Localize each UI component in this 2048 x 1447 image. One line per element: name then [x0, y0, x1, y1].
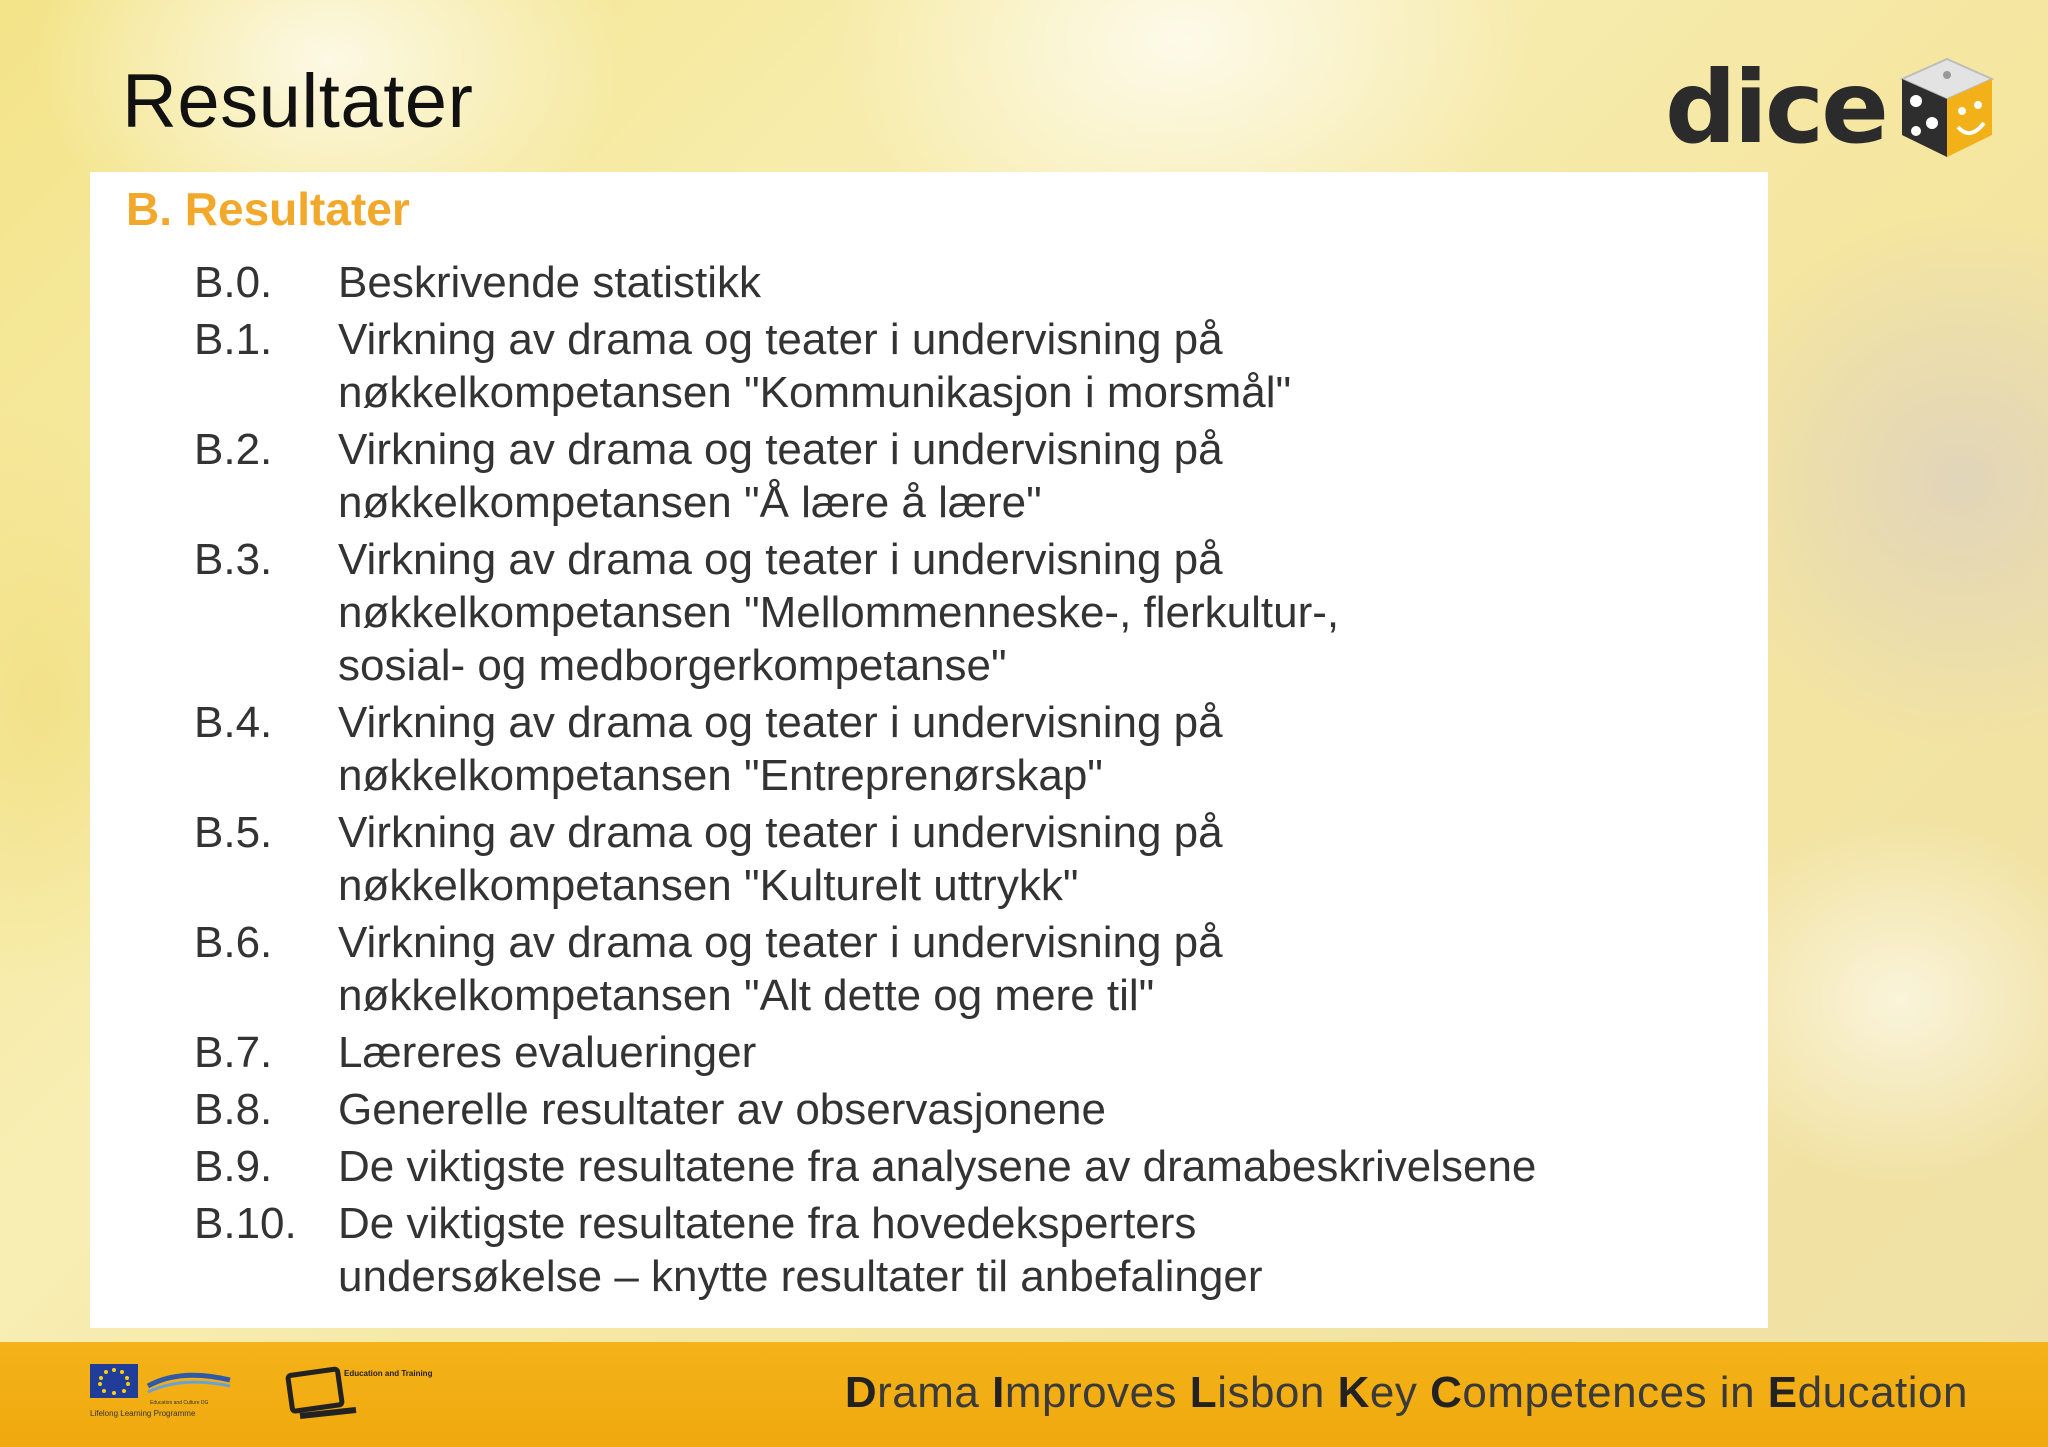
education-training-icon: [286, 1360, 433, 1426]
list-item: [194, 533, 1748, 692]
item-text: De viktigste resultatene fra hovedeksperters undersøkelse – knytte resultater til anbefalinger: [338, 1199, 1263, 1301]
tagline-initial: I: [992, 1368, 1005, 1417]
tagline-initial: E: [1767, 1368, 1798, 1417]
item-text: Virkning av drama og teater i undervisning på nøkkelkompetansen "Å lære å lære": [338, 425, 1223, 527]
list-item: [194, 1083, 1748, 1136]
item-number: B.10.: [194, 1199, 297, 1248]
footer-tagline: [845, 1368, 1968, 1418]
item-number: B.8.: [194, 1085, 273, 1134]
list-item: [194, 806, 1748, 912]
list-item: [194, 1140, 1748, 1193]
tagline-initial: D: [844, 1368, 878, 1417]
list-item: [194, 313, 1748, 419]
footer-bar: [0, 1342, 2048, 1447]
item-number: B.4.: [194, 698, 273, 747]
item-text: Virkning av drama og teater i undervisning på nøkkelkompetansen "Kulturelt uttrykk": [338, 808, 1223, 910]
item-text: Læreres evalueringer: [338, 1028, 757, 1077]
tagline-word: ompetences in: [1462, 1368, 1768, 1417]
item-text: Virkning av drama og teater i undervisning på nøkkelkompetansen "Alt dette og mere til": [338, 918, 1223, 1020]
item-number: B.7.: [194, 1028, 273, 1077]
results-list: [194, 256, 1748, 1307]
item-text: Beskrivende statistikk: [338, 258, 762, 307]
tagline-initial: C: [1430, 1368, 1463, 1417]
edu-caption: Education and Training: [344, 1369, 433, 1378]
slide-title: Resultater: [122, 59, 474, 144]
dice-logo-icon: [1892, 53, 2002, 163]
list-item: [194, 1026, 1748, 1079]
list-item: [194, 696, 1748, 802]
item-text: Virkning av drama og teater i undervisning på nøkkelkompetansen "Mellommenneske-, flerkultur-, sosial- og medborgerkompetanse": [338, 535, 1340, 690]
eu-caption: Lifelong Learning Programme: [90, 1409, 196, 1418]
item-text: De viktigste resultatene fra analysene av dramabeskrivelsene: [338, 1142, 1537, 1191]
content-panel: [90, 172, 1768, 1328]
eu-sub-caption: Education and Culture DG: [150, 1400, 209, 1406]
list-item: [194, 423, 1748, 529]
list-item: [194, 1197, 1748, 1303]
item-number: B.5.: [194, 808, 273, 857]
item-number: B.6.: [194, 918, 273, 967]
item-number: B.2.: [194, 425, 273, 474]
item-number: B.1.: [194, 315, 273, 364]
item-text: Virkning av drama og teater i undervisning på nøkkelkompetansen "Kommunikasjon i morsmål": [338, 315, 1292, 417]
item-number: B.0.: [194, 258, 273, 307]
dice-logo: [1665, 48, 1985, 168]
logo-text: dice: [1665, 49, 1886, 166]
tagline-initial: L: [1189, 1368, 1218, 1417]
item-number: B.9.: [194, 1142, 273, 1191]
tagline-initial: K: [1337, 1368, 1370, 1417]
tagline-word: rama: [877, 1368, 993, 1417]
list-item: [194, 916, 1748, 1022]
panel-heading: B. Resultater: [126, 183, 410, 235]
list-item: [194, 256, 1748, 309]
item-number: B.3.: [194, 535, 273, 584]
tagline-word: isbon: [1217, 1368, 1338, 1417]
eu-flag-icon: [90, 1362, 240, 1422]
tagline-word: mproves: [1004, 1368, 1190, 1417]
item-text: Virkning av drama og teater i undervisning på nøkkelkompetansen "Entreprenørskap": [338, 698, 1223, 800]
item-text: Generelle resultater av observasjonene: [338, 1085, 1107, 1134]
tagline-word: ducation: [1797, 1368, 1968, 1417]
tagline-word: ey: [1369, 1368, 1431, 1417]
